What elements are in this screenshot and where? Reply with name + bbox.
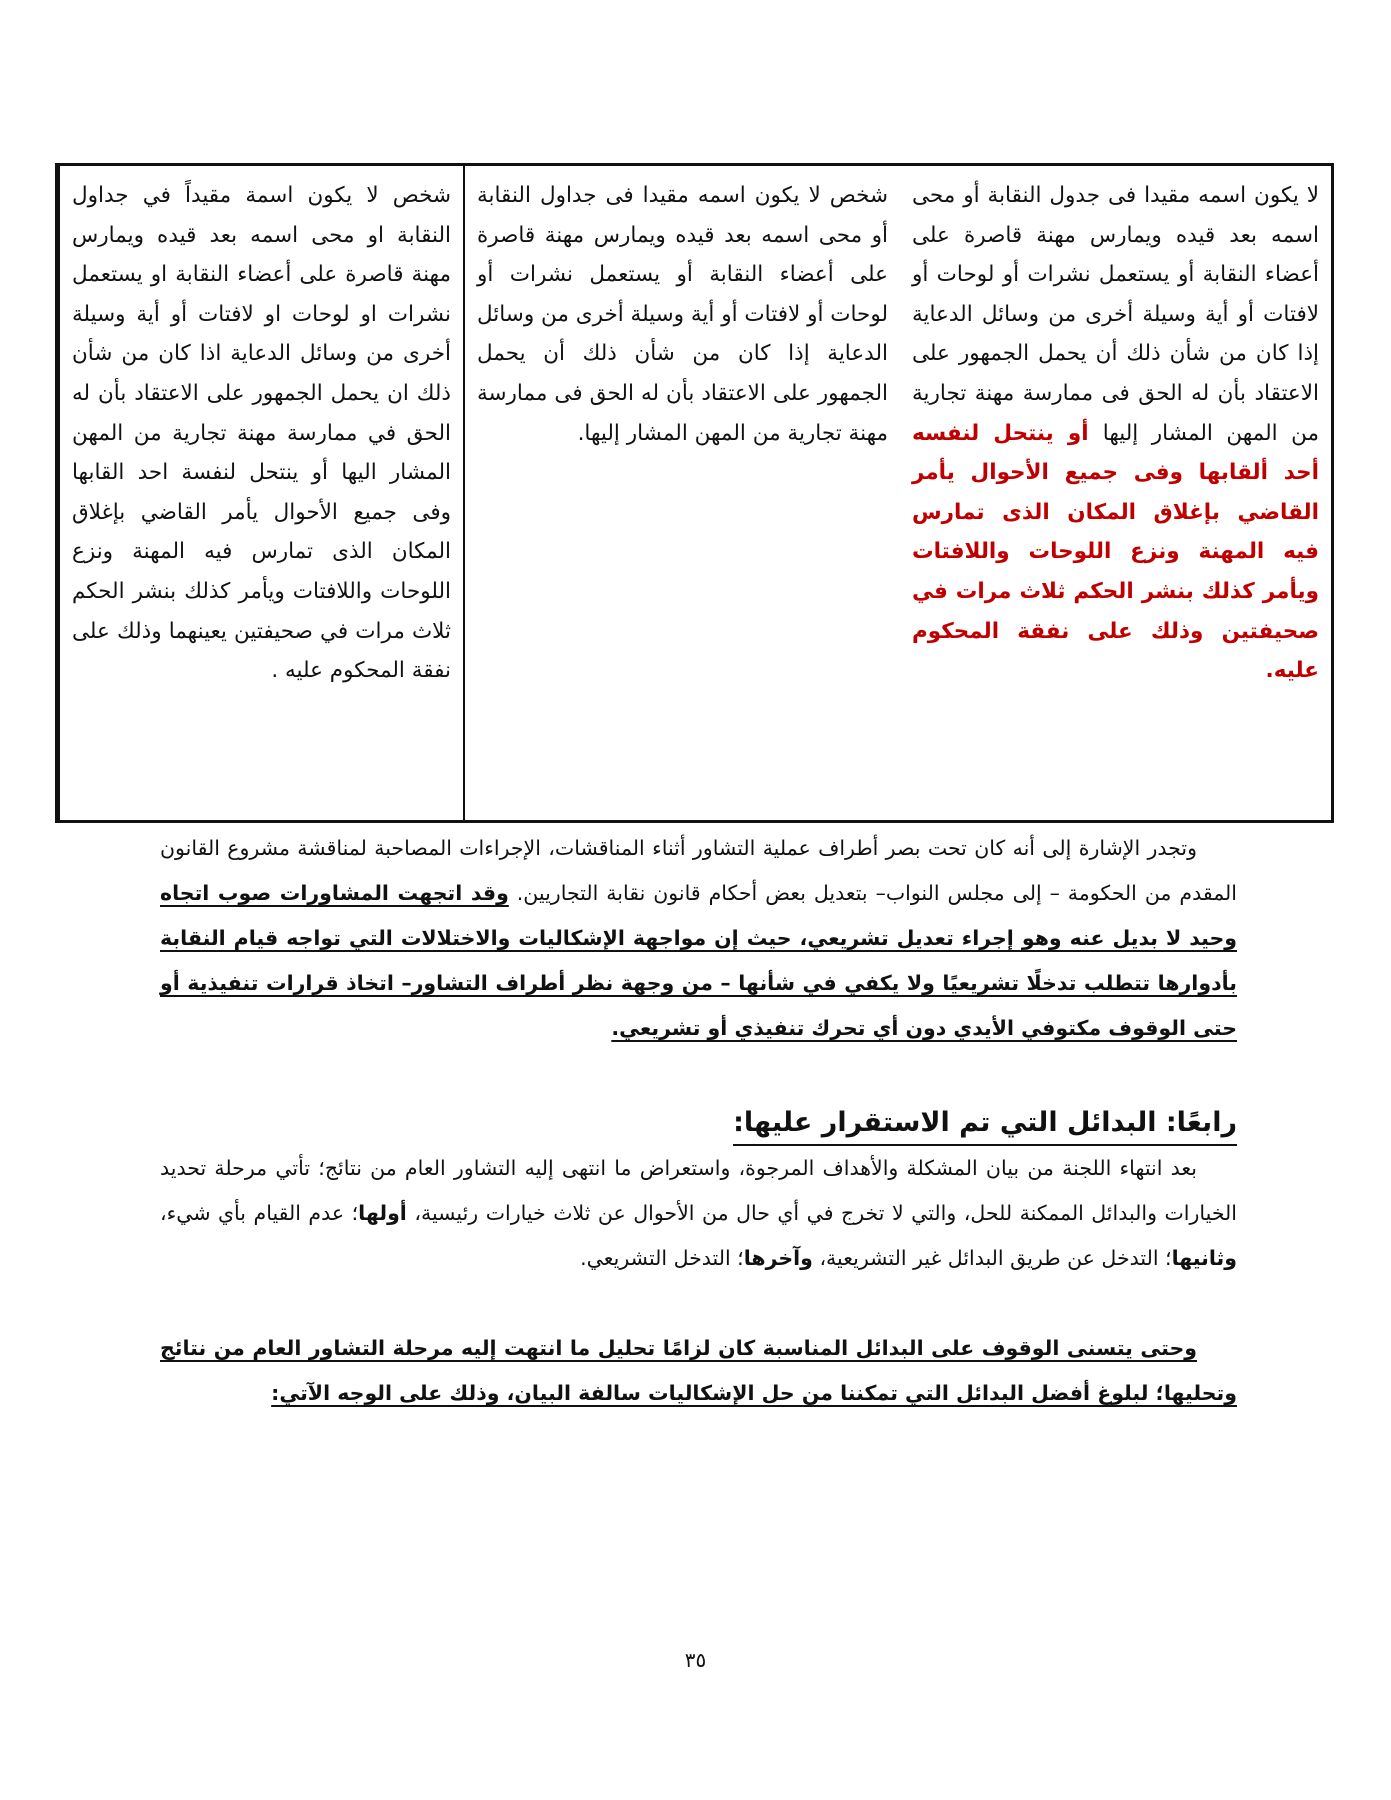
paragraph-text: بعد انتهاء اللجنة من بيان المشكلة والأهداف المرجوة، واستعراض ما انتهى إليه التشاور العام من نتائج؛ تأتي مرحلة تحديد الخيارات والبدائل الممكنة للحل، والتي لا تخرج في أي حال من الأحوال عن ثلاث خيارات رئيسية، [160, 1156, 1237, 1225]
paragraph-consultation [160, 826, 1237, 1051]
column-text: لا يكون اسمه مقيدا فى جدول النقابة أو محى اسمه بعد قيده ويمارس مهنة قاصرة على أعضاء النقابة أو يستعمل نشرات أو لوحات أو لافتات أو أية وسيلة أخرى من وسائل الدعاية إذا كان من شأن ذلك أن يحمل الجمهور على الاعتقاد بأن له الحق فى ممارسة مهنة تجارية من المهن المشار إليها [912, 183, 1319, 446]
paragraph-text: ؛ التدخل عن طريق البدائل غير التشريعية، [812, 1246, 1172, 1270]
paragraph-text: وتجدر الإشارة إلى أنه كان تحت بصر أطراف عملية التشاور أثناء المناقشات، الإجراءات المصاحبة لمناقشة مشروع القانون المقدم من الحكومة – إلى مجلس النواب– بتعديل بعض أحكام قانون نقابة التجاريين. [160, 836, 1237, 905]
table-column-current [463, 166, 900, 820]
table-column-amended [58, 166, 463, 820]
paragraph-text: ؛ عدم القيام بأي شيء، [160, 1201, 359, 1225]
section-heading: رابعًا: البدائل التي تم الاستقرار عليها: [733, 1103, 1237, 1146]
paragraph-alternatives [160, 1146, 1237, 1281]
paragraph-analysis [160, 1326, 1237, 1416]
page-number: ٣٥ [684, 1648, 707, 1672]
label-last: وآخرها [743, 1246, 813, 1270]
column-text: شخص لا يكون اسمة مقيداً في جداول النقابة او محى اسمه بعد قيده ويمارس مهنة قاصرة على أعضاء النقابة او يستعمل نشرات او لوحات او لافتات أو أية وسيلة أخرى من وسائل الدعاية اذا كان من شأن ذلك ان يحمل الجمهور على الاعتقاد بأن له الحق في ممارسة مهنة تجارية من المهن المشار اليها أو ينتحل لنفسة احد القابها وفى جميع الأحوال يأمر القاضي بإغلاق المكان الذى تمارس فيه المهنة ونزع اللوحات واللافتات ويأمر كذلك بنشر الحكم ثلاث مرات في صحيفتين يعينهما وذلك على نفقة المحكوم عليه . [72, 183, 451, 684]
paragraph-emphasis: وحتى يتسنى الوقوف على البدائل المناسبة كان لزامًا تحليل ما انتهت إليه مرحلة التشاور العام من نتائج وتحليها؛ لبلوغ أفضل البدائل التي تمكننا من حل الإشكاليات سالفة البيان، وذلك على الوجه الآتي: [160, 1336, 1237, 1405]
paragraph-emphasis: وقد اتجهت المشاورات صوب اتجاه وحيد لا بديل عنه وهو إجراء تعديل تشريعي، حيث إن مواجهة الإشكاليات والاختلالات التي تواجه قيام النقابة بأدوارها تتطلب تدخلًا تشريعيًا ولا يكفي في شأنها – من وجهة نظر أطراف التشاور– اتخاذ قرارات تنفيذية أو حتى الوقوف مكتوفي الأيدي دون أي تحرك تنفيذي أو تشريعي. [160, 881, 1237, 1040]
label-second: وثانيها [1171, 1246, 1237, 1270]
column-added-text: أو ينتحل لنفسه أحد ألقابها وفى جميع الأحوال يأمر القاضي بإغلاق المكان الذى تمارس فيه المهنة ونزع اللوحات واللافتات ويأمر كذلك بنشر الحكم ثلاث مرات في صحيفتين وذلك على نفقة المحكوم عليه. [912, 420, 1319, 684]
comparison-table [55, 163, 1334, 823]
table-column-proposed [900, 166, 1331, 820]
paragraph-text: ؛ التدخل التشريعي. [580, 1246, 744, 1270]
label-first: أولها [358, 1201, 407, 1225]
column-text: شخص لا يكون اسمه مقيدا فى جداول النقابة أو محى اسمه بعد قيده ويمارس مهنة قاصرة على أعضاء النقابة أو يستعمل نشرات أو لوحات أو لافتات أو أية وسيلة أخرى من وسائل الدعاية إذا كان من شأن ذلك أن يحمل الجمهور على الاعتقاد بأن له الحق فى ممارسة مهنة تجارية من المهن المشار إليها. [476, 183, 888, 446]
